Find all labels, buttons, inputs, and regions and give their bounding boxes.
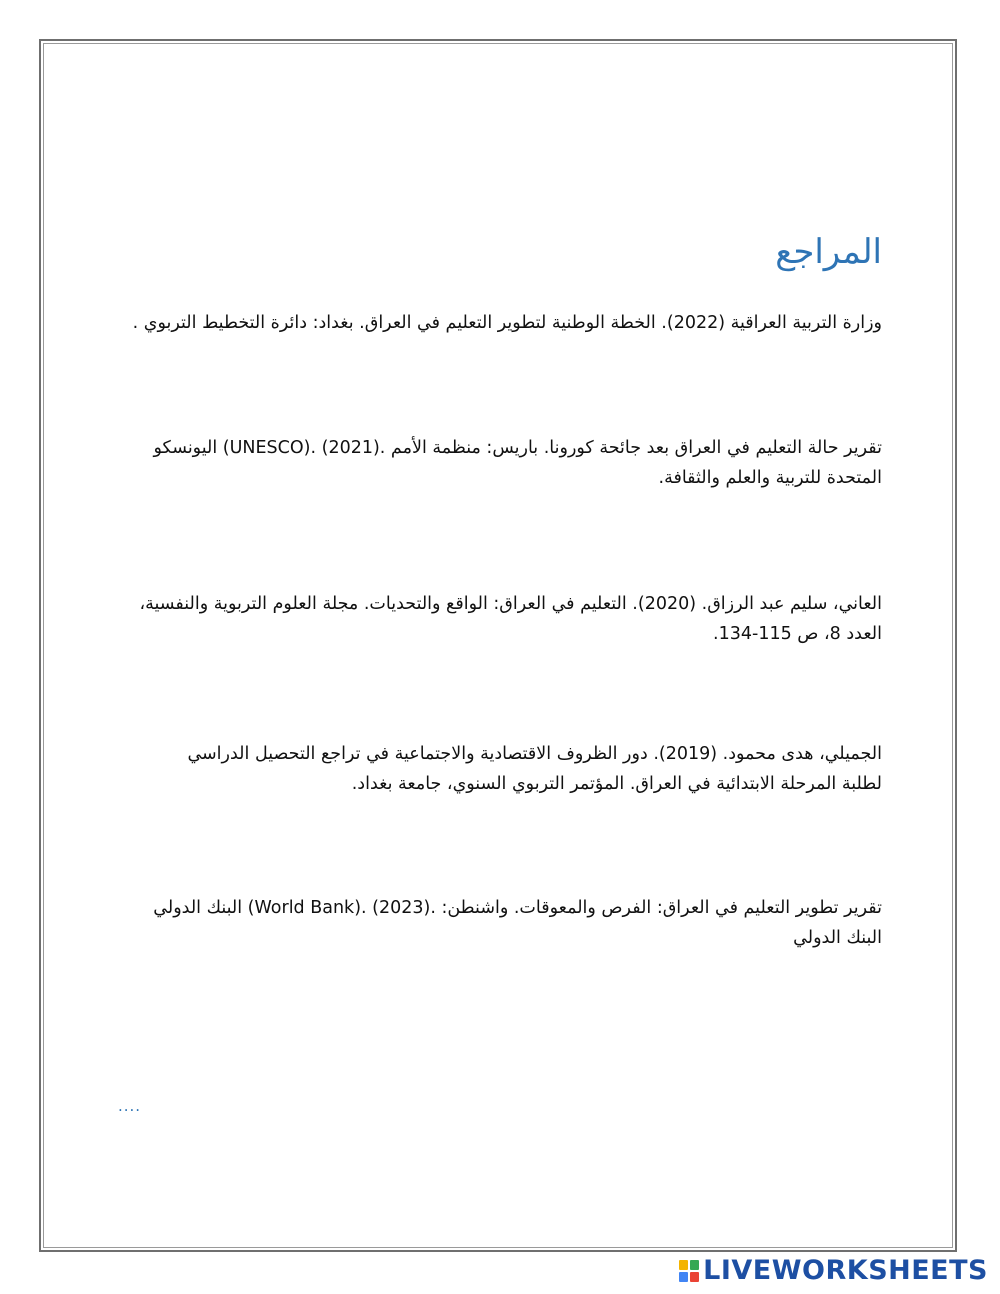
reference-line: تقرير حالة التعليم في العراق بعد جائحة كورونا. باريس: منظمة الأمم .(2021) .(UNESCO) اليونسكو	[153, 438, 882, 458]
footer-dots: ....	[118, 1097, 142, 1115]
reference-line: المتحدة للتربية والعلم والثقافة.	[658, 468, 882, 488]
liveworksheets-logo-icon	[679, 1260, 699, 1282]
reference-line: وزارة التربية العراقية (2022). الخطة الوطنية لتطوير التعليم في العراق. بغداد: دائرة التخطيط التربوي .	[132, 313, 882, 333]
reference-line: العدد 8، ص 115-134.	[713, 624, 882, 644]
brand-logo[interactable]	[679, 1256, 988, 1286]
reference-line: البنك الدولي	[793, 928, 882, 948]
reference-item	[122, 739, 882, 799]
reference-line: لطلبة المرحلة الابتدائية في العراق. المؤتمر التربوي السنوي، جامعة بغداد.	[351, 774, 882, 794]
reference-item	[122, 433, 882, 493]
reference-item	[122, 893, 882, 953]
reference-item	[122, 308, 882, 338]
reference-item	[122, 589, 882, 649]
reference-line: تقرير تطوير التعليم في العراق: الفرص والمعوقات. واشنطن: .(2023) .(World Bank) البنك الدولي	[153, 898, 882, 918]
brand-name: LIVEWORKSHEETS	[703, 1255, 988, 1286]
reference-line: الجميلي، هدى محمود. (2019). دور الظروف الاقتصادية والاجتماعية في تراجع التحصيل الدراسي	[187, 744, 882, 764]
page-title: المراجع	[775, 232, 882, 272]
reference-line: العاني، سليم عبد الرزاق. (2020). التعليم في العراق: الواقع والتحديات. مجلة العلوم التربوية والنفسية،	[139, 594, 882, 614]
